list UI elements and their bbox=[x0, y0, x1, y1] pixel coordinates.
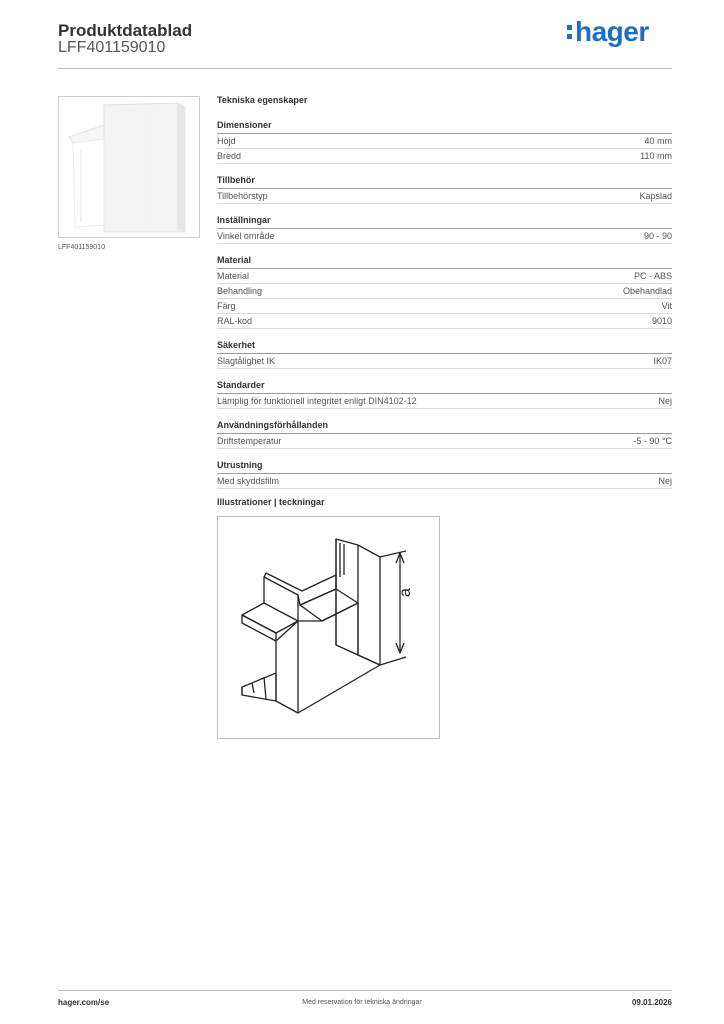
dimension-label: a bbox=[397, 588, 414, 597]
spec-row bbox=[217, 314, 672, 329]
spec-row bbox=[217, 189, 672, 204]
specs-title: Tekniska egenskaper bbox=[217, 95, 308, 105]
spec-value: 40 mm bbox=[644, 136, 672, 146]
technical-specs bbox=[217, 95, 672, 499]
spec-label: Material bbox=[217, 271, 250, 281]
spec-label: Vinkel område bbox=[217, 231, 275, 241]
spec-value: Nej bbox=[658, 476, 672, 486]
spec-row bbox=[217, 134, 672, 149]
hager-logo[interactable] bbox=[567, 16, 649, 48]
product-photo bbox=[58, 96, 200, 238]
spec-group-material bbox=[217, 254, 672, 329]
spec-label: Höjd bbox=[217, 136, 236, 146]
spec-row bbox=[217, 149, 672, 164]
spec-label: Slagtålighet IK bbox=[217, 356, 276, 366]
spec-value: Obehandlad bbox=[622, 286, 672, 296]
group-title: Utrustning bbox=[217, 459, 672, 474]
group-title: Material bbox=[217, 254, 672, 269]
logo-dots-icon bbox=[567, 23, 573, 41]
spec-group-dimensions bbox=[217, 119, 672, 164]
spec-label: Tillbehörstyp bbox=[217, 191, 268, 201]
spec-row bbox=[217, 394, 672, 409]
spec-group-accessories bbox=[217, 174, 672, 204]
page-title: Produktdatablad bbox=[58, 21, 193, 40]
spec-group-safety bbox=[217, 339, 672, 369]
spec-group-standards bbox=[217, 379, 672, 409]
spec-group-settings bbox=[217, 214, 672, 244]
spec-row bbox=[217, 284, 672, 299]
logo-text: hager bbox=[575, 16, 649, 47]
group-title: Inställningar bbox=[217, 214, 672, 229]
spec-label: Bredd bbox=[217, 151, 242, 161]
spec-row bbox=[217, 354, 672, 369]
illustrations-title: Illustrationer | teckningar bbox=[217, 497, 325, 507]
spec-row bbox=[217, 229, 672, 244]
spec-value: IK07 bbox=[653, 356, 672, 366]
spec-group-equipment bbox=[217, 459, 672, 489]
technical-drawing bbox=[217, 516, 440, 739]
header-divider bbox=[58, 68, 672, 69]
spec-value: Kapslad bbox=[639, 191, 672, 201]
spec-group-conditions bbox=[217, 419, 672, 449]
spec-label: RAL-kod bbox=[217, 316, 253, 326]
spec-value: Vit bbox=[661, 301, 672, 311]
footer-divider bbox=[58, 990, 672, 991]
product-code: LFF401159010 bbox=[58, 39, 166, 56]
group-title: Tillbehör bbox=[217, 174, 672, 189]
spec-row bbox=[217, 269, 672, 284]
spec-value: Nej bbox=[658, 396, 672, 406]
spec-label: Behandling bbox=[217, 286, 263, 296]
group-title: Standarder bbox=[217, 379, 672, 394]
spec-label: Lämplig för funktionell integritet enligt DIN4102-12 bbox=[217, 396, 417, 406]
group-title: Användningsförhållanden bbox=[217, 419, 672, 434]
group-title: Dimensioner bbox=[217, 119, 672, 134]
photo-caption: LFF401159010 bbox=[58, 244, 105, 251]
spec-label: Driftstemperatur bbox=[217, 436, 282, 446]
spec-value: 110 mm bbox=[640, 151, 672, 161]
footer-website-link[interactable]: hager.com/se bbox=[58, 998, 110, 1007]
spec-row bbox=[217, 434, 672, 449]
group-title: Säkerhet bbox=[217, 339, 672, 354]
spec-row bbox=[217, 474, 672, 489]
spec-row bbox=[217, 299, 672, 314]
spec-value: -5 - 90 °C bbox=[633, 436, 672, 446]
spec-value: PC - ABS bbox=[633, 271, 672, 281]
footer-date: 09.01.2026 bbox=[631, 998, 672, 1007]
spec-value: 9010 bbox=[651, 316, 672, 326]
footer-disclaimer: Med reservation för tekniska ändringar bbox=[302, 999, 422, 1006]
spec-label: Färg bbox=[217, 301, 236, 311]
spec-value: 90 - 90 bbox=[643, 231, 672, 241]
spec-label: Med skyddsfilm bbox=[217, 476, 280, 486]
